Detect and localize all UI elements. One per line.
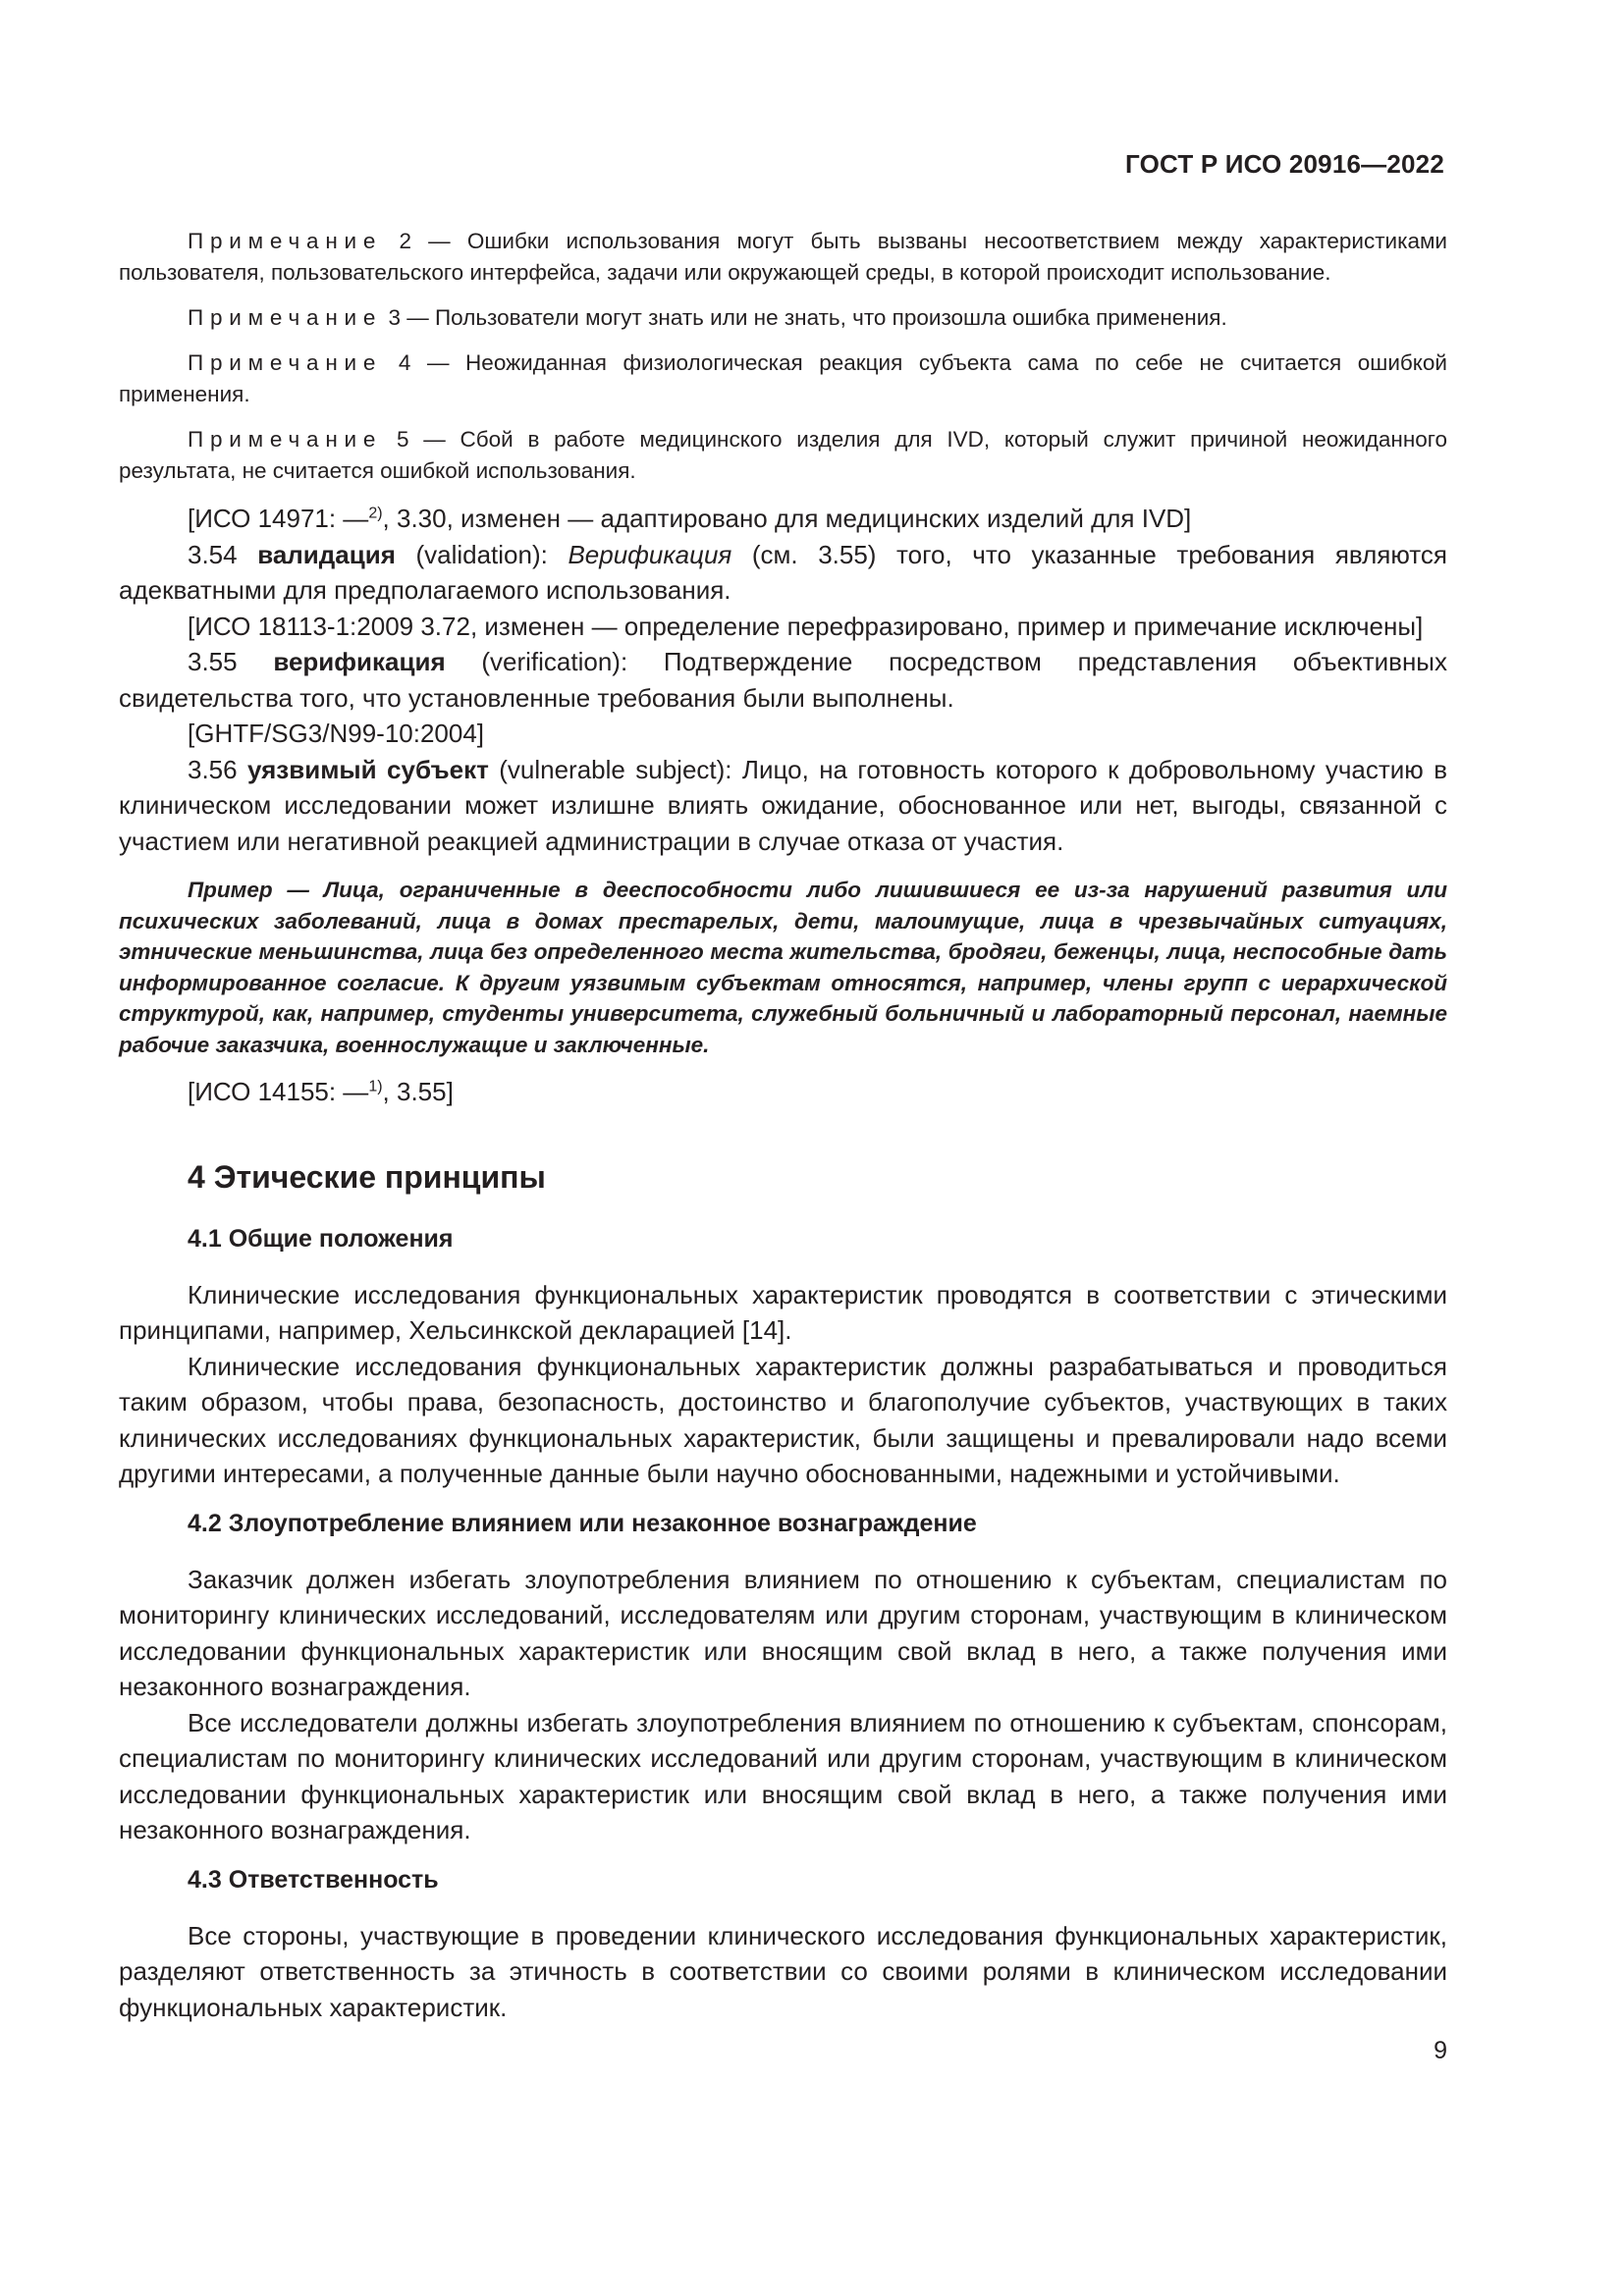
term-italic: Верификация bbox=[568, 539, 732, 569]
note-label: Примечание bbox=[188, 427, 383, 452]
term-name: валидация bbox=[257, 539, 396, 569]
subsection-heading: 4.1 Общие положения bbox=[188, 1224, 454, 1253]
term-number: 3.56 bbox=[188, 754, 248, 784]
note-text: 2 — Ошибки использования могут быть вызваны несоответствием между характеристиками пользователя, пользовательского интерфейса, задачи или окружающей среды, в которой происходит использование. bbox=[119, 229, 1447, 285]
paragraph: Клинические исследования функциональных характеристик должны разрабатываться и проводиться таким образом, чтобы права, безопасность, достоинство и благополучие субъектов, участвующих в таких клинических исследованиях функциональных характеристик, были защищены и превалировали надо всеми другими интересами, а полученные данные были научно обоснованными, надежными и устойчивыми. bbox=[119, 1351, 1447, 1488]
note-5 bbox=[119, 424, 1447, 487]
term-text: (vulnerable subject): Лицо, на готовность которого к добровольному участию в клиническом исследовании может излишне влиять ожидание, обоснованное или нет, выгоды, связанной с участием или негативной реакцией администрации в случае отказа от участия. bbox=[119, 754, 1448, 856]
source-reference: [GHTF/SG3/N99-10:2004] bbox=[188, 719, 485, 748]
term-definition-3-54 bbox=[119, 537, 1447, 609]
page-number: 9 bbox=[1434, 2037, 1447, 2064]
source-reference: [ИСО 18113-1:2009 3.72, изменен — определение перефразировано, пример и примечание исключены] bbox=[188, 611, 1424, 641]
paragraph: Все исследователи должны избегать злоупотребления влиянием по отношению к субъектам, спонсорам, специалистам по мониторингу клинических исследований или другим сторонам, участвующим в клиническом исследовании функциональных характеристик или вносящим свой вклад в него, а также получения ими незаконного вознаграждения. bbox=[119, 1707, 1447, 1844]
subsection-heading: 4.2 Злоупотребление влиянием или незаконное вознаграждение bbox=[188, 1509, 977, 1537]
example-text: Пример — Лица, ограниченные в дееспособности либо лишившиеся ее из-за нарушений развития или психических заболеваний, лица в домах престарелых, дети, малоимущие, лица в чрезвычайных ситуациях, этнические меньшинства, лица без определенного места жительства, бродяги, беженцы, лица, неспособные дать информированное согласие. К другим уязвимым субъектам относятся, например, члены групп с иерархической структурой, как, например, студенты университета, служебный больничный и лабораторный персонал, наемные рабочие заказчика, военнослужащие и заключенные. bbox=[119, 878, 1447, 1057]
term-number: 3.55 bbox=[188, 647, 274, 676]
paragraph: Заказчик должен избегать злоупотребления влиянием по отношению к субъектам, специалистам по мониторингу клинических исследований, исследователям или другим сторонам, участвующим в клиническом исследовании функциональных характеристик или вносящим свой вклад в него, а также получения ими незаконного вознаграждения. bbox=[119, 1564, 1447, 1701]
term-name: уязвимый субъект bbox=[247, 754, 489, 784]
note-label: Примечание bbox=[188, 305, 383, 330]
note-label: Примечание bbox=[188, 350, 383, 375]
footnote-marker: 1) bbox=[368, 1078, 383, 1095]
footnote-marker: 2) bbox=[368, 505, 383, 522]
note-3 bbox=[119, 302, 1447, 334]
subsection-heading: 4.3 Ответственность bbox=[188, 1865, 439, 1894]
term-definition-3-55 bbox=[119, 644, 1447, 716]
standard-code-header: ГОСТ Р ИСО 20916—2022 bbox=[1124, 149, 1444, 179]
document-body bbox=[119, 226, 1447, 2025]
source-text: , 3.55] bbox=[382, 1077, 454, 1106]
source-reference bbox=[119, 1074, 1447, 1110]
note-text: 3 — Пользователи могут знать или не знать, что произошла ошибка применения. bbox=[382, 305, 1227, 330]
term-english: (validation): bbox=[395, 539, 568, 569]
source-text: [ИСО 14155: — bbox=[188, 1077, 369, 1106]
section-heading: 4 Этические принципы bbox=[188, 1158, 546, 1195]
note-text: 4 — Неожиданная физиологическая реакция субъекта сама по себе не считается ошибкой применения. bbox=[119, 350, 1447, 406]
term-number: 3.54 bbox=[188, 539, 258, 569]
note-text: 5 — Сбой в работе медицинского изделия для IVD, который служит причиной неожиданного результата, не считается ошибкой использования. bbox=[119, 427, 1447, 483]
note-4 bbox=[119, 347, 1447, 410]
source-text: , 3.30, изменен — адаптировано для медицинских изделий для IVD] bbox=[382, 504, 1192, 533]
source-reference bbox=[119, 501, 1447, 537]
source-text: [ИСО 14971: — bbox=[188, 504, 369, 533]
term-text: (см. 3.55) того, что указанные требования являются адекватными для предполагаемого использования. bbox=[119, 539, 1447, 605]
paragraph: Все стороны, участвующие в проведении клинического исследования функциональных характеристик, разделяют ответственность за этичность в соответствии со своими ролями в клиническом исследовании функциональных характеристик. bbox=[119, 1920, 1447, 2022]
term-text: (verification): Подтверждение посредством представления объективных свидетельства того, что установленные требования были выполнены. bbox=[119, 647, 1447, 713]
term-name: верификация bbox=[273, 647, 446, 676]
term-definition-3-56 bbox=[119, 752, 1447, 860]
note-2 bbox=[119, 226, 1447, 289]
paragraph: Клинические исследования функциональных характеристик проводятся в соответствии с этическими принципами, например, Хельсинкской декларацией [14]. bbox=[119, 1279, 1447, 1345]
note-label: Примечание bbox=[188, 229, 383, 253]
